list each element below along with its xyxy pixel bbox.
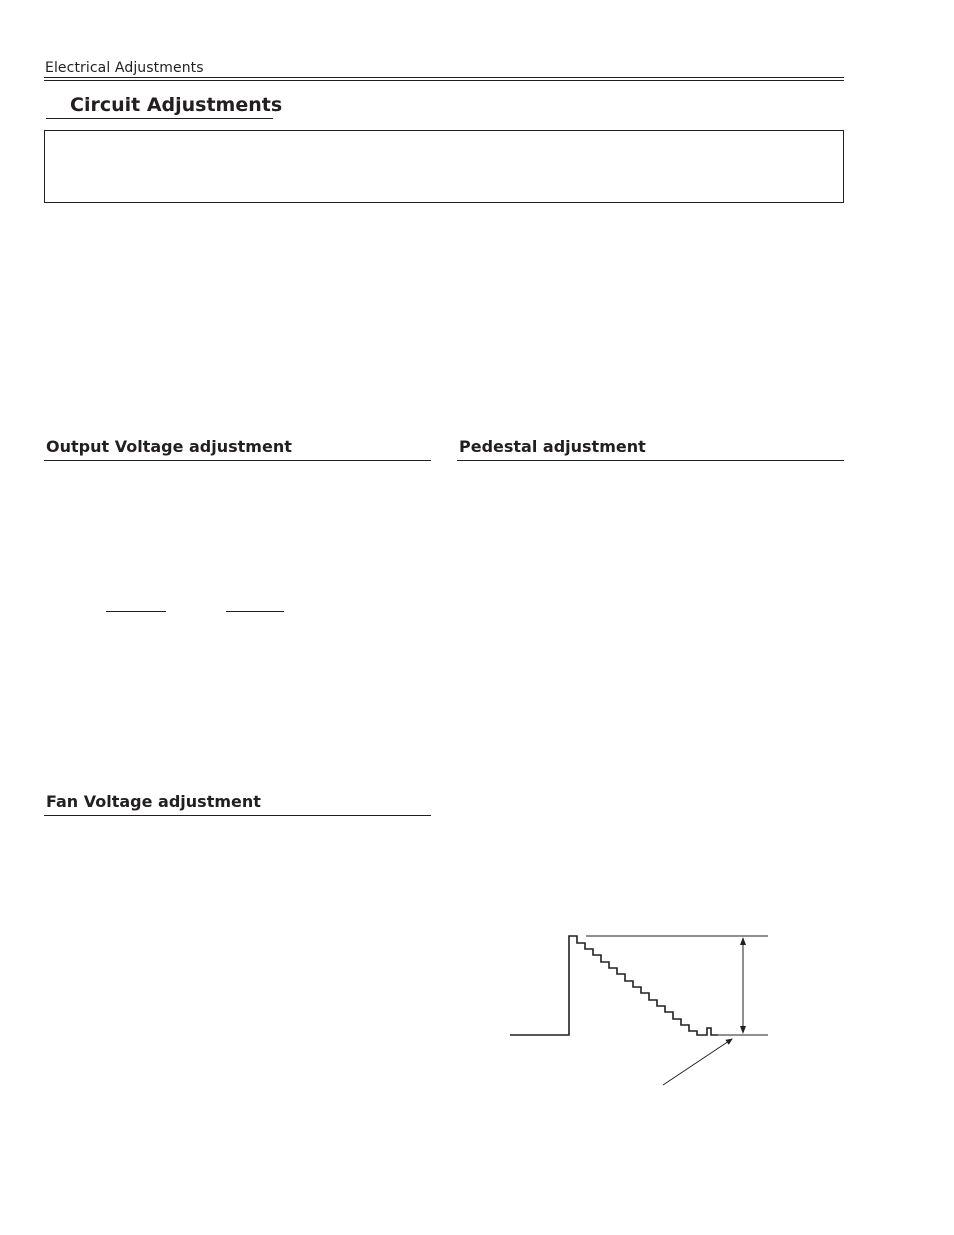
- header-rule-bottom: [44, 80, 844, 81]
- note-box: [44, 130, 844, 203]
- running-header: Electrical Adjustments: [45, 60, 204, 76]
- pedestal-heading-rule: [457, 460, 844, 461]
- fan-voltage-heading-rule: [44, 815, 431, 816]
- pedestal-heading: Pedestal adjustment: [459, 437, 646, 456]
- output-voltage-heading-rule: [44, 460, 431, 461]
- output-voltage-heading: Output Voltage adjustment: [46, 437, 292, 456]
- blank-line-left: [106, 611, 166, 612]
- amplitude-arrow-head-top: [740, 937, 746, 945]
- page-title: Circuit Adjustments: [70, 94, 283, 116]
- waveform-trace: [510, 936, 718, 1035]
- title-underline: [46, 118, 273, 119]
- pedestal-pointer-arrow: [663, 1039, 732, 1085]
- amplitude-arrow-head-bottom: [740, 1026, 746, 1034]
- blank-line-right: [226, 611, 284, 612]
- staircase-waveform-diagram: [505, 928, 775, 1090]
- header-rule-top: [44, 77, 844, 78]
- fan-voltage-heading: Fan Voltage adjustment: [46, 792, 261, 811]
